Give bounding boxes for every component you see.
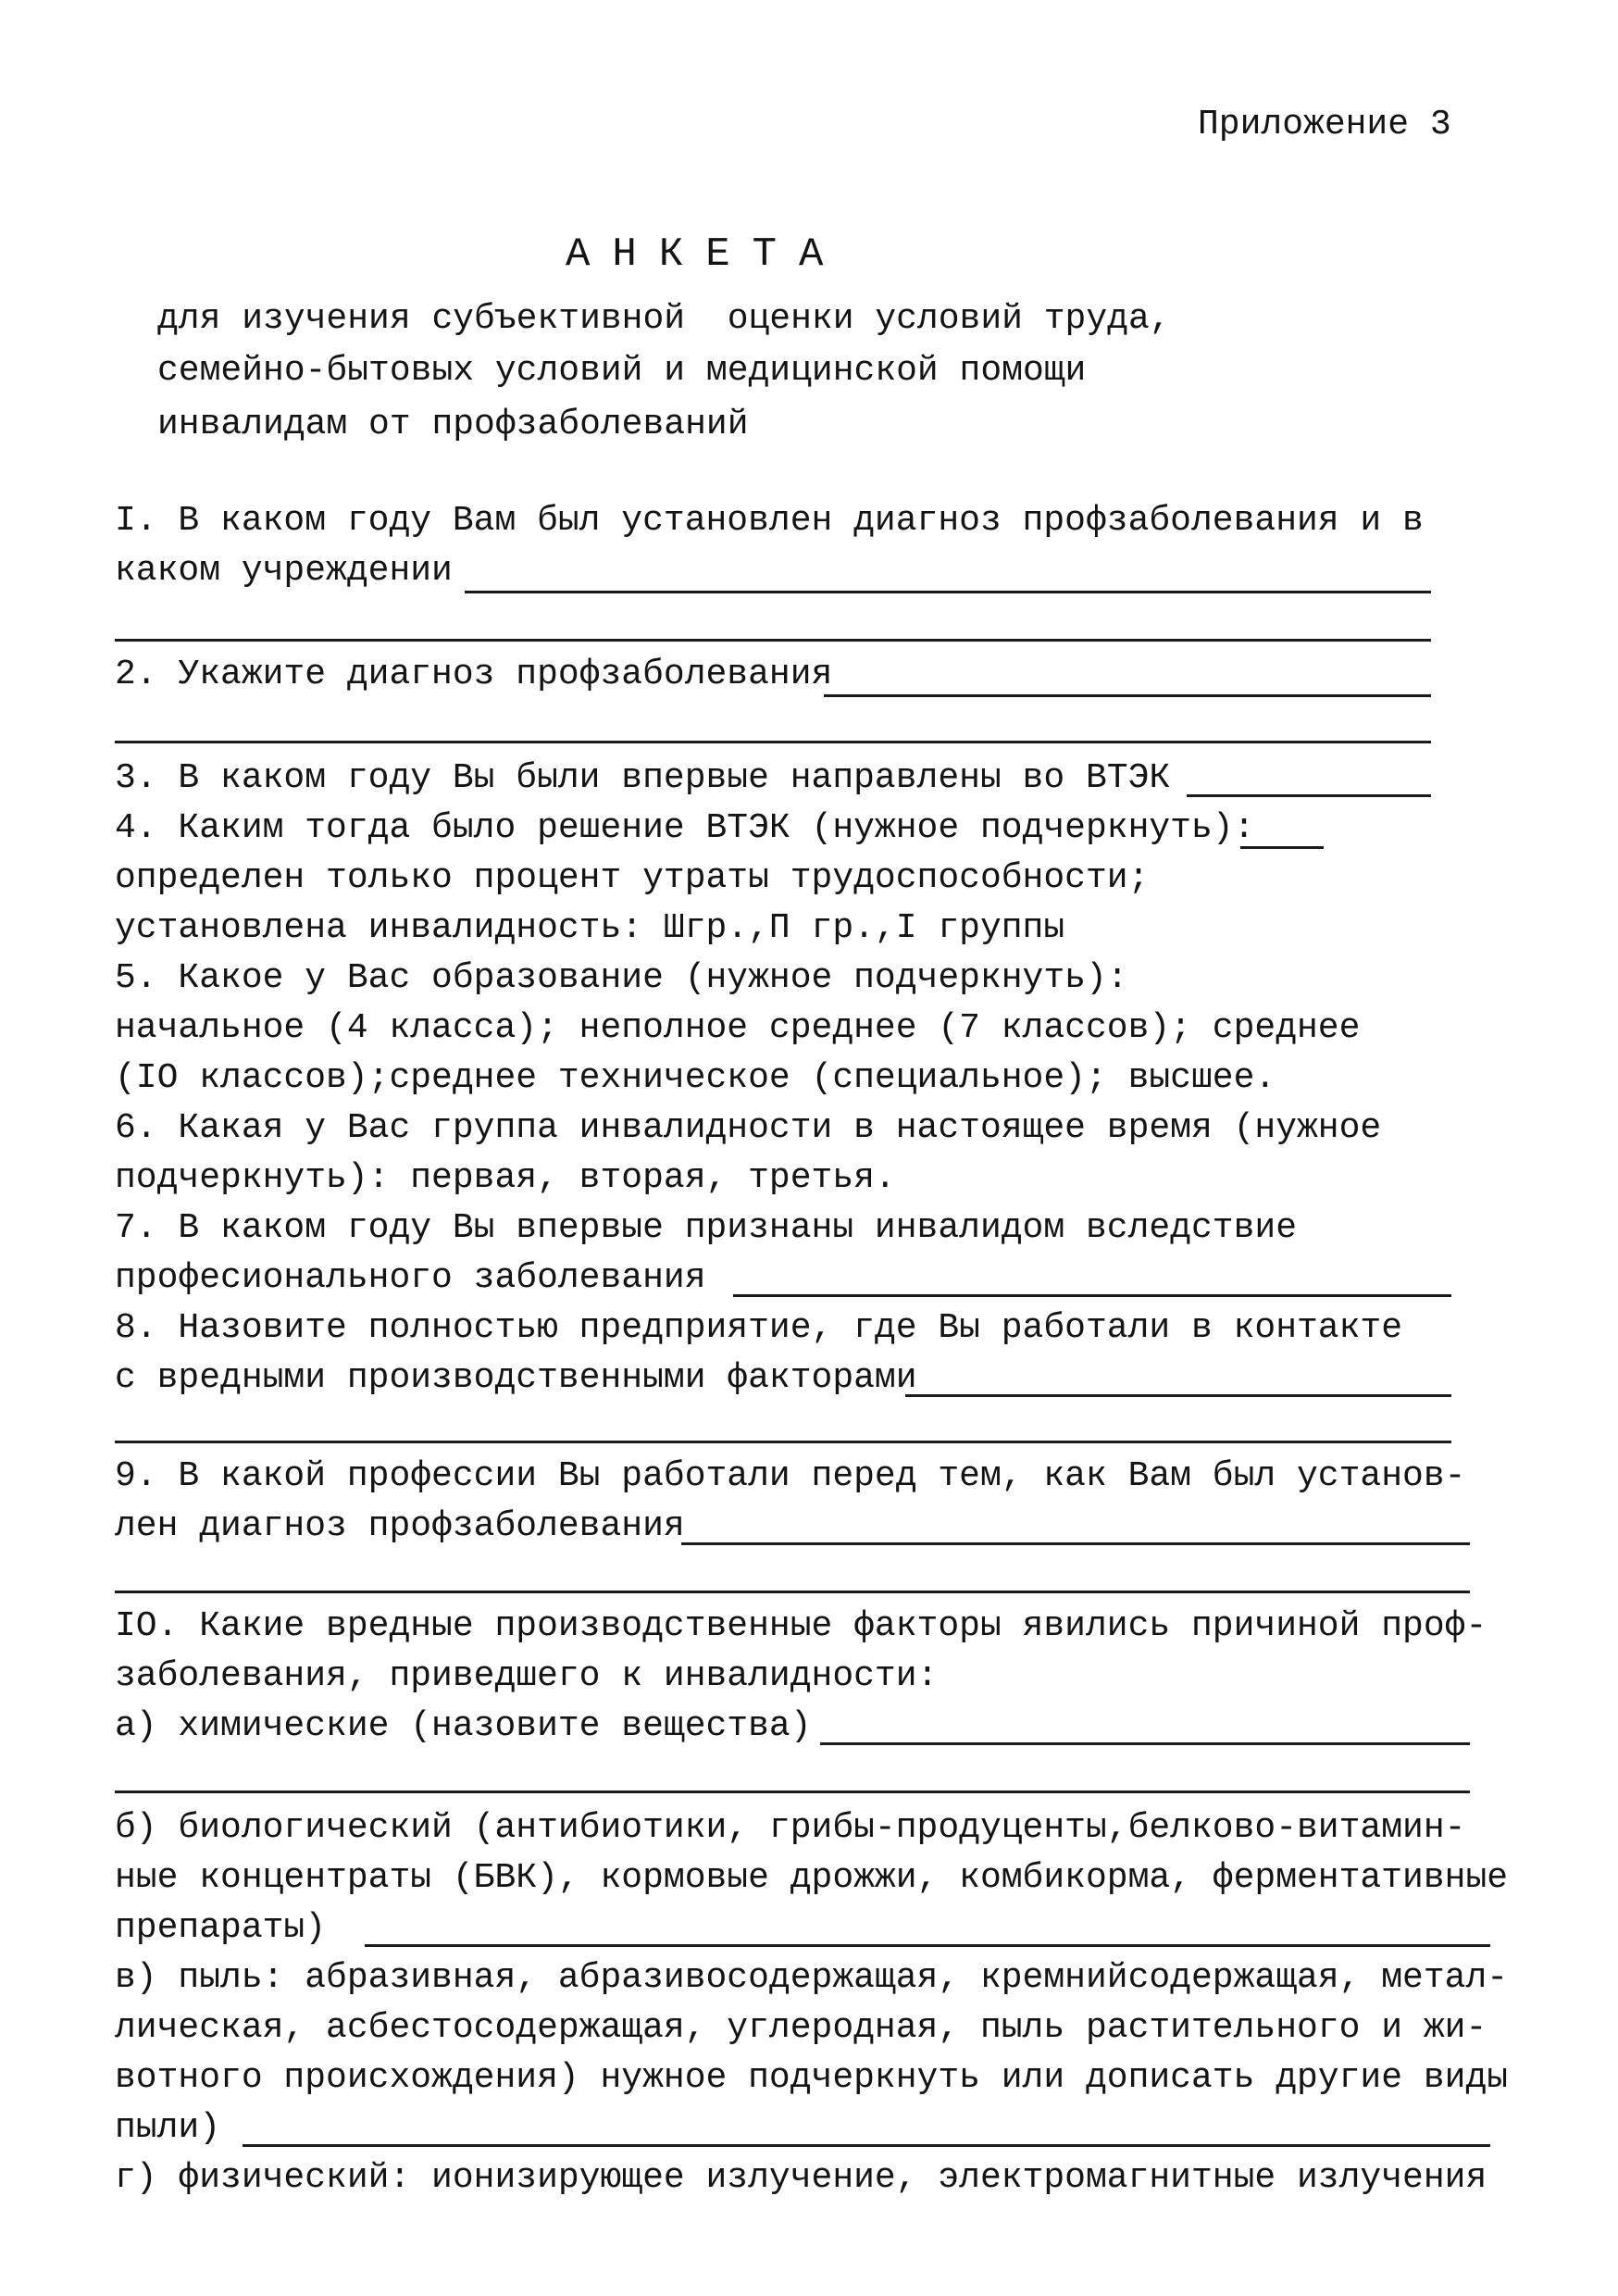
q3-line: 3. В каком году Вы были впервые направлены во ВТЭК [115, 758, 1171, 798]
subtitle-line-2: семейно-бытовых условий и медицинской помощи [157, 351, 1087, 391]
appendix-label: Приложение 3 [1198, 105, 1451, 144]
q7-line-1: 7. В каком году Вы впервые признаны инвалидом вследствие [115, 1208, 1298, 1248]
q10-b-line-2: ные концентраты (БВК), кормовые дрожжи, комбикорма, ферментативные [115, 1858, 1509, 1898]
q9-line-2: лен диагноз профзаболевания [115, 1506, 685, 1546]
q4-answer-line[interactable] [1240, 846, 1324, 849]
q10-c-line-2: лическая, асбестосодержащая, углеродная, пыль растительного и жи- [115, 2008, 1487, 2048]
q3-answer-line[interactable] [1187, 794, 1431, 797]
q8-answer-line[interactable] [905, 1394, 1451, 1397]
q8-line-1: 8. Назовите полностью предприятие, где Вы работали в контакте [115, 1308, 1403, 1348]
q5-line-3: (IO классов);среднее техническое (специальное); высшее. [115, 1058, 1276, 1098]
q9-answer-line-2[interactable] [115, 1591, 1470, 1593]
q4-option-2: установлена инвалидность: Шгр.,П гр.,I группы [115, 908, 1065, 948]
q9-line-1: 9. В какой профессии Вы работали перед тем, как Вам был установ- [115, 1456, 1466, 1496]
q10-c-answer-line[interactable] [243, 2144, 1490, 2147]
q9-answer-line[interactable] [681, 1542, 1470, 1545]
q10-d-line-1: г) физический: ионизирующее излучение, электромагнитные излучения [115, 2158, 1487, 2198]
q10-c-line-1: в) пыль: абразивная, абразивосодержащая, кремнийсодержащая, метал- [115, 1958, 1509, 1998]
q10-c-line-4: пыли) [115, 2108, 221, 2148]
q10-a-answer-line[interactable] [820, 1742, 1470, 1745]
q10-c-line-3: вотного происхождения) нужное подчеркнуть или дописать другие виды [115, 2058, 1509, 2098]
q10-b-answer-line[interactable] [365, 1944, 1490, 1947]
q1-answer-line-2[interactable] [115, 639, 1431, 642]
q7-line-2: професионального заболевания [115, 1258, 706, 1298]
q1-answer-line[interactable] [465, 591, 1431, 593]
subtitle-line-1: для изучения субъективной оценки условий труда, [157, 299, 1171, 339]
q10-line-2: заболевания, приведшего к инвалидности: [115, 1656, 939, 1696]
q10-b-line-3: препараты) [115, 1908, 327, 1948]
document-title: АНКЕТА [566, 231, 846, 278]
q2-answer-line-2[interactable] [115, 741, 1431, 743]
q10-a-line: а) химические (назовите вещества) [115, 1706, 812, 1746]
q2-line: 2. Укажите диагноз профзаболевания [115, 655, 833, 694]
q10-b-line-1: б) биологический (антибиотики, грибы-продуценты,белково-витамин- [115, 1808, 1466, 1848]
q6-line-1: 6. Какая у Вас группа инвалидности в настоящее время (нужное [115, 1108, 1382, 1148]
q5-line-2: начальное (4 класса); неполное среднее (7 классов); среднее [115, 1008, 1361, 1048]
q4-line-1: 4. Каким тогда было решение ВТЭК (нужное подчеркнуть): [115, 808, 1255, 848]
q8-answer-line-2[interactable] [115, 1441, 1451, 1443]
q10-line-1: IO. Какие вредные производственные факторы явились причиной проф- [115, 1606, 1487, 1646]
q1-line-1: I. В каком году Вам был установлен диагноз профзаболевания и в [115, 501, 1424, 541]
q8-line-2: с вредными производственными факторами [115, 1358, 917, 1398]
q4-option-1: определен только процент утраты трудоспособности; [115, 858, 1150, 898]
q6-line-2: подчеркнуть): первая, вторая, третья. [115, 1158, 896, 1198]
q1-line-2: каком учреждении [115, 551, 453, 591]
q5-line-1: 5. Какое у Вас образование (нужное подчеркнуть): [115, 958, 1128, 998]
subtitle-line-3: инвалидам от профзаболеваний [157, 405, 749, 444]
q10-a-answer-line-2[interactable] [115, 1791, 1470, 1793]
q7-answer-line[interactable] [733, 1294, 1451, 1297]
q2-answer-line[interactable] [824, 694, 1431, 697]
